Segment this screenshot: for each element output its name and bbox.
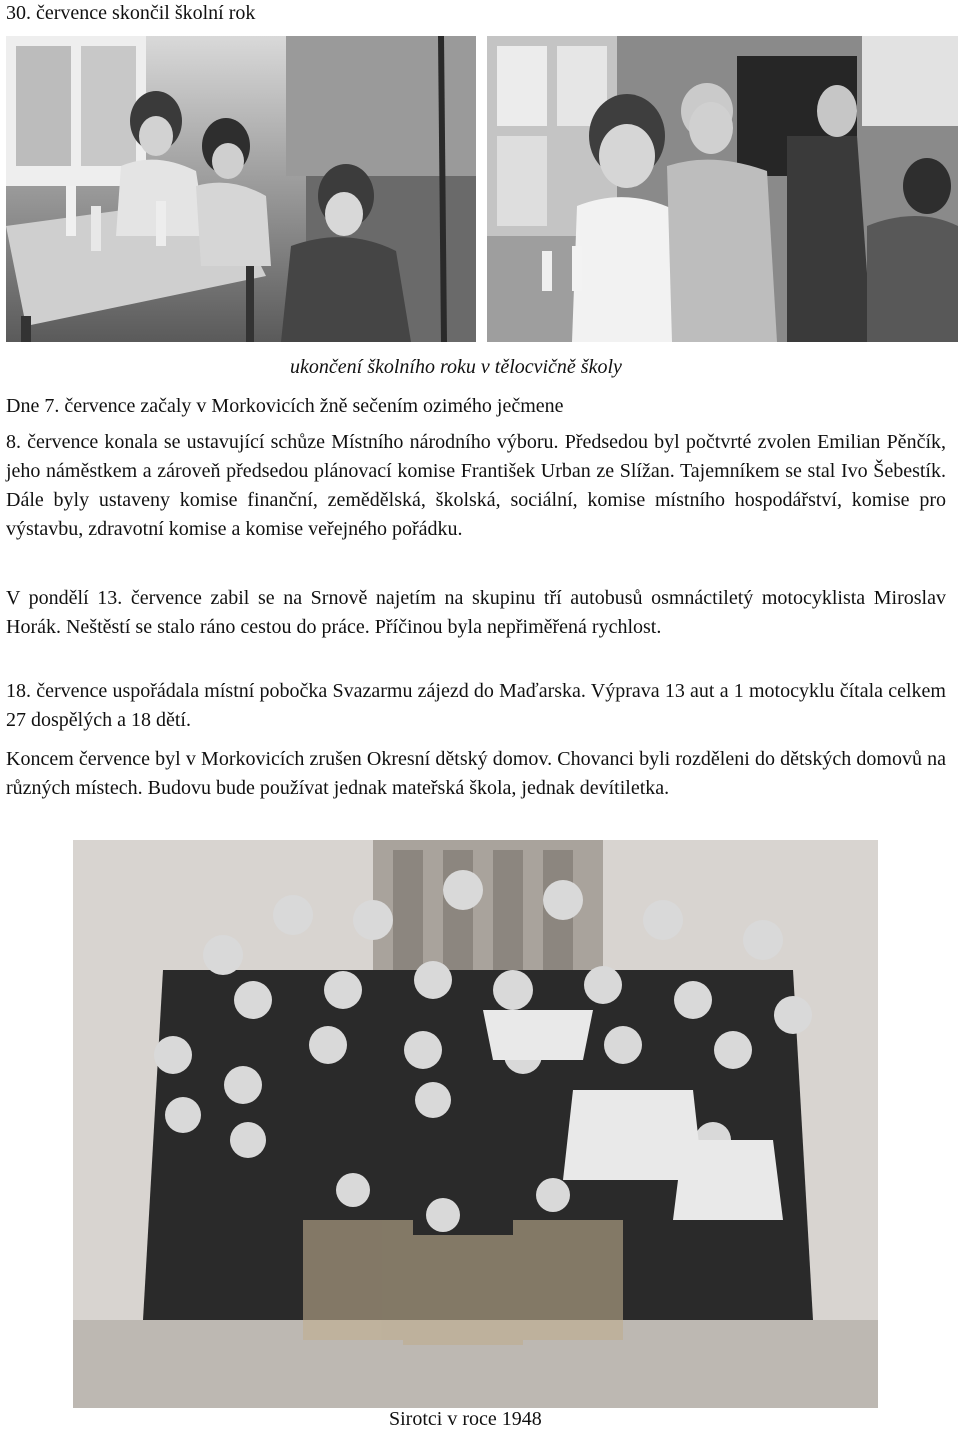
photo-orphans-group-image — [73, 840, 878, 1408]
paragraph-national-committee: 8. července konala se ustavující schůze Místního národního výboru. Předsedou byl počtvrté zvolen Emilian Pěnčík, jeho náměstkem a zároveň předsedou plánovací komise František Urban ze Slížan. Tajemníkem se stal Ivo Šebestík. Dále byly ustaveny komise finanční, zemědělská, školská, sociální, komise místního hospodářství, komise pro výstavbu, zdravotní komise a komise veřejného pořádku. — [6, 431, 946, 540]
photo-girls-at-table — [6, 36, 476, 342]
paragraph-childrens-home: Koncem července byl v Morkovicích zrušen Okresní dětský domov. Chovanci byli rozděleni do dětských domovů na různých místech. Budovu bude používat jednak mateřská škola, jednak devítiletka. — [6, 748, 946, 799]
page-heading: 30. července skončil školní rok — [6, 2, 256, 24]
caption-school-year-end: ukončení školního roku v tělocvičně školy — [290, 356, 622, 378]
paragraph-harvest: Dne 7. července začaly v Morkovicích žně sečením ozimého ječmene — [6, 395, 564, 417]
photo-girls-at-table-image — [6, 36, 476, 342]
paragraph-hungary-trip: 18. července uspořádala místní pobočka Svazarmu zájezd do Maďarska. Výprava 13 aut a 1 motocyklu čítala celkem 27 dospělých a 18 dětí. — [6, 680, 946, 731]
photo-dancing-couples — [487, 36, 958, 342]
caption-orphans-1948: Sirotci v roce 1948 — [389, 1408, 542, 1430]
photo-dancing-couples-image — [487, 36, 958, 342]
photo-orphans-group — [73, 840, 878, 1408]
paragraph-motorcycle-accident: V pondělí 13. července zabil se na Srnově najetím na skupinu tří autobusů osmnáctiletý motocyklista Miroslav Horák. Neštěstí se stalo ráno cestou do práce. Příčinou byla nepřiměřená rychlost. — [6, 587, 946, 638]
